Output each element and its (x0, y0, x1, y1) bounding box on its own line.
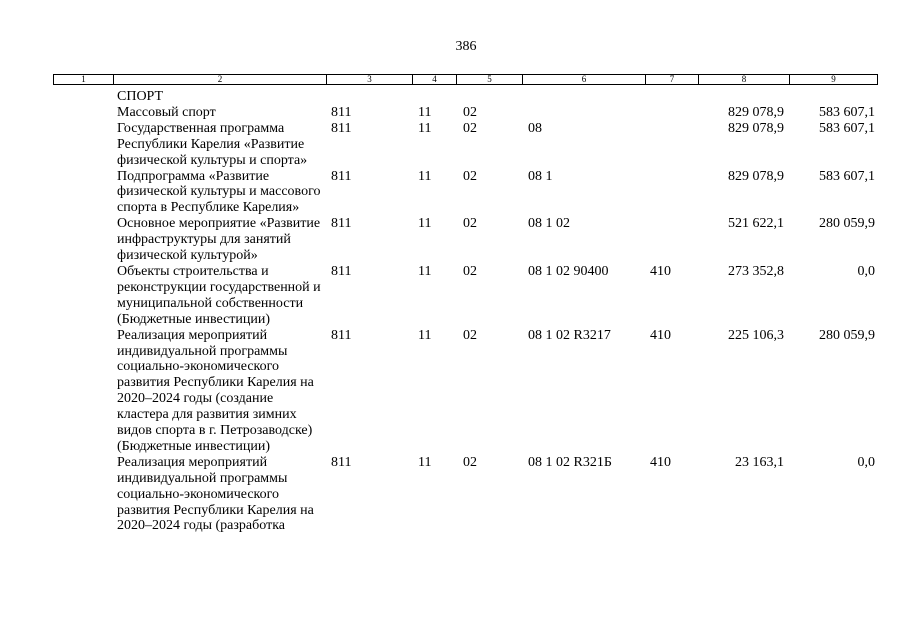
target-article-code: 08 (528, 120, 542, 136)
column-header-8: 8 (698, 75, 789, 84)
amount-col9: 280 059,9 (819, 216, 875, 232)
section-code: 11 (418, 104, 432, 120)
row-name: Объекты строительства и реконструкции государственной и муниципальной собственности (Бюджетные инвестиции) (117, 263, 321, 327)
ministry-code: 811 (331, 216, 352, 232)
section-code: 11 (418, 216, 432, 232)
row-name: Подпрограмма «Развитие физической культуры и массового спорта в Республике Карелия» (117, 168, 321, 216)
target-article-code: 08 1 02 90400 (528, 263, 609, 279)
table-header (53, 74, 878, 85)
column-header-1: 1 (81, 74, 86, 84)
row-name: Основное мероприятие «Развитие инфраструктуры для занятий физической культурой» (117, 216, 321, 264)
amount-col8: 829 078,9 (728, 120, 784, 136)
amount-col9: 280 059,9 (819, 327, 875, 343)
ministry-code: 811 (331, 120, 352, 136)
amount-col9: 0,0 (857, 454, 875, 470)
row-name: Государственная программа Республики Карелия «Развитие физической культуры и спорта» (117, 120, 308, 168)
amount-col9: 0,0 (857, 263, 875, 279)
amount-col8: 521 622,1 (728, 216, 784, 232)
table-row (0, 121, 905, 169)
amount-col8: 273 352,8 (728, 263, 784, 279)
column-header-5: 5 (456, 75, 522, 84)
amount-col8: 23 163,1 (735, 454, 784, 470)
column-header-2: 2 (113, 75, 326, 84)
amount-col9: 583 607,1 (819, 104, 875, 120)
table-row (0, 105, 905, 121)
budget-table-body (0, 89, 905, 534)
subsection-code: 02 (463, 454, 477, 470)
table-row (0, 264, 905, 328)
row-name: СПОРТ (117, 89, 164, 104)
subsection-code: 02 (463, 104, 477, 120)
column-header-6: 6 (522, 75, 645, 84)
table-row (0, 455, 905, 535)
section-code: 11 (418, 168, 432, 184)
ministry-code: 811 (331, 263, 352, 279)
ministry-code: 811 (331, 327, 352, 343)
table-row (0, 328, 905, 455)
section-code: 11 (418, 454, 432, 470)
ministry-code: 811 (331, 454, 352, 470)
table-row (0, 169, 905, 217)
table-row (0, 89, 905, 105)
subsection-code: 02 (463, 263, 477, 279)
section-code: 11 (418, 327, 432, 343)
amount-col8: 225 106,3 (728, 327, 784, 343)
expense-type-code: 410 (650, 327, 671, 343)
amount-col9: 583 607,1 (819, 168, 875, 184)
amount-col8: 829 078,9 (728, 168, 784, 184)
subsection-code: 02 (463, 327, 477, 343)
ministry-code: 811 (331, 104, 352, 120)
row-name: Реализация мероприятий индивидуальной программы социально-экономического развития Республики Карелия на 2020–2024 годы (разработка (117, 454, 314, 534)
column-header-7: 7 (645, 75, 698, 84)
expense-type-code: 410 (650, 454, 671, 470)
row-name: Массовый спорт (117, 104, 216, 120)
subsection-code: 02 (463, 168, 477, 184)
column-header-3: 3 (326, 75, 412, 84)
ministry-code: 811 (331, 168, 352, 184)
amount-col9: 583 607,1 (819, 120, 875, 136)
target-article-code: 08 1 (528, 168, 553, 184)
subsection-code: 02 (463, 120, 477, 136)
page-number: 386 (455, 39, 477, 54)
column-header-4: 4 (412, 75, 456, 84)
expense-type-code: 410 (650, 263, 671, 279)
table-row (0, 216, 905, 264)
column-header-9: 9 (789, 75, 877, 84)
section-code: 11 (418, 120, 432, 136)
amount-col8: 829 078,9 (728, 104, 784, 120)
target-article-code: 08 1 02 R3217 (528, 327, 611, 343)
subsection-code: 02 (463, 216, 477, 232)
target-article-code: 08 1 02 (528, 216, 570, 232)
section-code: 11 (418, 263, 432, 279)
row-name: Реализация мероприятий индивидуальной программы социально-экономического развития Республики Карелия на 2020–2024 годы (создание кластера для развития зимних видов спорта в г. Петрозаводске) (Бюджетные инвестиции) (117, 327, 314, 454)
target-article-code: 08 1 02 R321Б (528, 454, 612, 470)
